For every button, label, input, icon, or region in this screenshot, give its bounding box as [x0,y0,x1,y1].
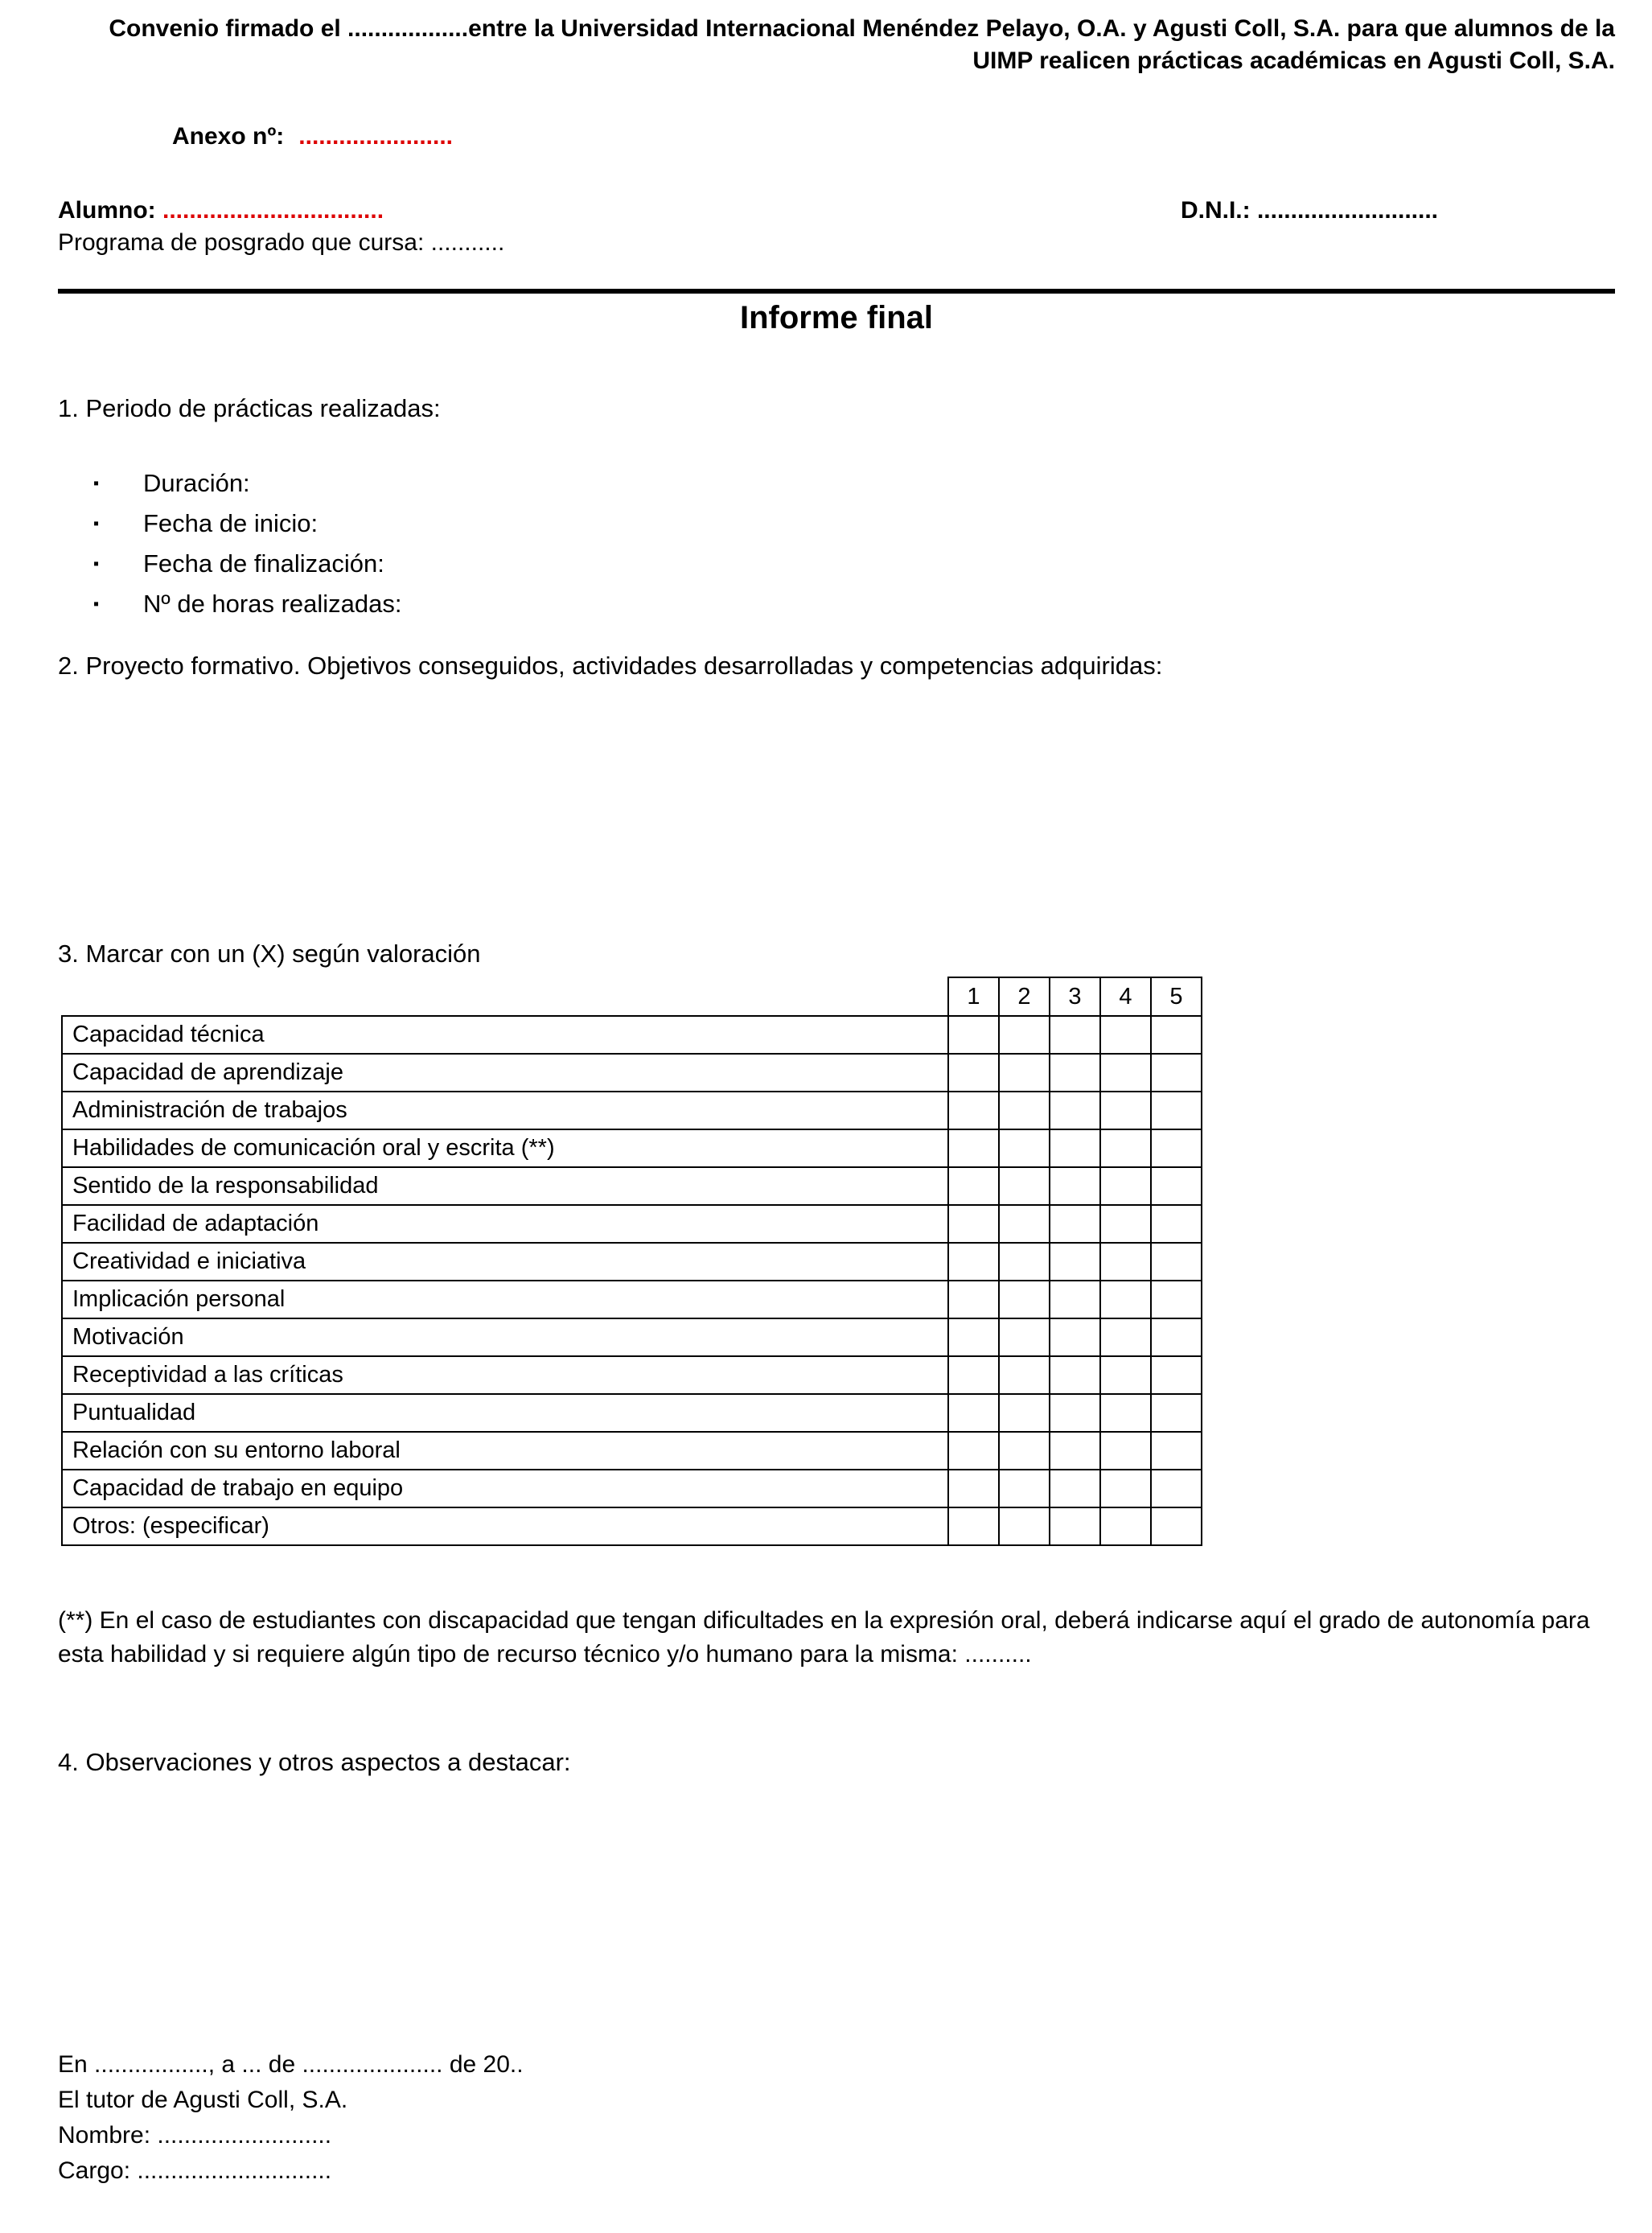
rating-cell [999,1356,1050,1394]
rating-cell [1151,1167,1202,1205]
table-row [62,1129,1202,1167]
rating-cell [999,1243,1050,1281]
rating-cell [1100,1092,1151,1129]
criterion-label: Facilidad de adaptación [62,1205,948,1243]
alumno-dotted-field: ................................. [162,197,384,224]
signature-name-line [58,2118,1615,2153]
rating-cell [1100,1167,1151,1205]
rating-cell [948,1432,999,1470]
alumno-line [58,197,384,224]
page-title: Informe final [739,300,934,336]
agreement-header: Convenio firmado el ..................entre la Universidad Internacional Menéndez Pelayo, O.A. y Agusti Coll, S.A. para que alumnos de la UIMP realicen prácticas académicas en Agusti Coll, S.A. [109,15,1615,74]
square-bullet-icon: ▪ [93,555,100,574]
table-row [62,1507,1202,1545]
table-row [62,1205,1202,1243]
list-item-label: Nº de horas realizadas: [143,590,402,619]
rating-cell [1050,1507,1100,1545]
rating-cell [1151,1356,1202,1394]
rating-cell [1151,1470,1202,1507]
table-row [62,1054,1202,1092]
criterion-label: Puntualidad [62,1394,948,1432]
square-bullet-icon: ▪ [93,515,100,533]
section-2-heading: 2. Proyecto formativo. Objetivos conseguidos, actividades desarrolladas y competencias adquiridas: [58,652,1163,681]
signature-role-line [58,2153,1615,2189]
rating-cell [1100,1356,1151,1394]
rating-column-header: 5 [1151,977,1202,1016]
section-1-heading: 1. Periodo de prácticas realizadas: [58,394,441,423]
rating-cell [1050,1092,1100,1129]
criterion-label: Capacidad de aprendizaje [62,1054,948,1092]
rating-cell [999,1470,1050,1507]
table-row [62,1432,1202,1470]
rating-cell [1050,1167,1100,1205]
rating-cell [999,1129,1050,1167]
header-spacer-cell [62,977,948,1016]
square-bullet-icon: ▪ [93,475,100,493]
list-item [93,463,1615,504]
criterion-label: Implicación personal [62,1281,948,1318]
dni-line [1181,197,1438,224]
alumno-label: Alumno: [58,197,162,224]
rating-cell [1050,1016,1100,1054]
rating-cell [1151,1394,1202,1432]
signature-tutor-line: El tutor de Agusti Coll, S.A. [58,2086,348,2113]
rating-cell [1151,1092,1202,1129]
criterion-label: Receptividad a las críticas [62,1356,948,1394]
rating-cell [999,1318,1050,1356]
section-4-heading: 4. Observaciones y otros aspectos a destacar: [58,1747,571,1776]
criterion-label: Administración de trabajos [62,1092,948,1129]
rating-column-header: 3 [1050,977,1100,1016]
rating-cell [1151,1205,1202,1243]
rating-cell [1100,1507,1151,1545]
list-item-label: Fecha de inicio: [143,509,318,538]
rating-cell [999,1507,1050,1545]
anexo-line [172,123,1615,150]
criterion-label: Habilidades de comunicación oral y escrita (**) [62,1129,948,1167]
rating-cell [999,1054,1050,1092]
table-row [62,1243,1202,1281]
rating-cell [948,1281,999,1318]
rating-cell [1100,1054,1151,1092]
table-row [62,1167,1202,1205]
rating-cell [999,1016,1050,1054]
signature-place-date-line: En ................., a ... de ..................... de 20.. [58,2050,524,2078]
rating-column-header: 1 [948,977,999,1016]
period-list [93,463,1615,624]
anexo-dotted-field: ....................... [298,123,454,150]
list-item [93,544,1615,584]
rating-cell [999,1092,1050,1129]
rating-cell [948,1205,999,1243]
rating-cell [1100,1205,1151,1243]
dni-label: D.N.I.: [1180,197,1257,224]
rating-cell [1050,1205,1100,1243]
rating-cell [1100,1394,1151,1432]
cargo-label: Cargo: [58,2157,138,2184]
rating-cell [999,1394,1050,1432]
rating-cell [1151,1318,1202,1356]
section-3-heading: 3. Marcar con un (X) según valoración [58,940,481,968]
rating-cell [1050,1470,1100,1507]
rating-cell [1050,1432,1100,1470]
divider-rule [58,289,1615,294]
list-item [93,584,1615,624]
rating-cell [948,1129,999,1167]
nombre-label: Nombre: [58,2121,158,2149]
rating-cell [948,1318,999,1356]
rating-cell [948,1394,999,1432]
list-item-label: Duración: [143,469,250,498]
rating-cell [1050,1394,1100,1432]
rating-cell [1151,1016,1202,1054]
rating-cell [1050,1356,1100,1394]
dni-dotted-field: ........................... [1256,197,1438,224]
nombre-dotted-field: .......................... [157,2121,332,2149]
rating-cell [1151,1281,1202,1318]
rating-cell [1050,1129,1100,1167]
alumno-dni-row [58,197,1615,224]
anexo-label: Anexo nº: [172,123,285,150]
criterion-label: Motivación [62,1318,948,1356]
rating-cell [948,1054,999,1092]
rating-cell [948,1470,999,1507]
criterion-label: Relación con su entorno laboral [62,1432,948,1470]
table-row [62,1016,1202,1054]
rating-cell [1151,1432,1202,1470]
rating-cell [1151,1507,1202,1545]
list-item [93,504,1615,544]
rating-cell [948,1243,999,1281]
square-bullet-icon: ▪ [93,595,100,614]
signature-block [58,2047,1615,2189]
rating-cell [1050,1243,1100,1281]
rating-column-header: 4 [1100,977,1151,1016]
rating-cell [999,1432,1050,1470]
rating-cell [1151,1243,1202,1281]
rating-cell [1100,1016,1151,1054]
rating-cell [948,1092,999,1129]
cargo-dotted-field: ............................. [137,2157,332,2184]
rating-column-header: 2 [999,977,1050,1016]
rating-table-body [62,1016,1202,1545]
criterion-label: Capacidad de trabajo en equipo [62,1470,948,1507]
criterion-label: Otros: (especificar) [62,1507,948,1545]
rating-cell [948,1016,999,1054]
programa-line: Programa de posgrado que cursa: ........... [58,229,505,257]
rating-cell [1151,1129,1202,1167]
list-item-label: Fecha de finalización: [143,549,384,578]
rating-cell [999,1205,1050,1243]
rating-cell [1151,1054,1202,1092]
criterion-label: Creatividad e iniciativa [62,1243,948,1281]
rating-cell [999,1167,1050,1205]
rating-cell [1100,1318,1151,1356]
criterion-label: Sentido de la responsabilidad [62,1167,948,1205]
rating-cell [1100,1470,1151,1507]
rating-cell [1100,1243,1151,1281]
rating-cell [948,1167,999,1205]
rating-cell [1100,1432,1151,1470]
footnote: (**) En el caso de estudiantes con discapacidad que tengan dificultades en la expresión oral, deberá indicarse aquí el grado de autonomía para esta habilidad y si requiere algún tipo de recurso técnico y/o humano para la misma: .......... [58,1607,1590,1668]
rating-cell [1050,1318,1100,1356]
table-row [62,1092,1202,1129]
rating-cell [1050,1054,1100,1092]
table-row [62,1318,1202,1356]
table-row [62,1394,1202,1432]
table-row [62,1470,1202,1507]
rating-cell [948,1507,999,1545]
rating-cell [948,1356,999,1394]
rating-cell [1100,1281,1151,1318]
table-row [62,1356,1202,1394]
rating-cell [1050,1281,1100,1318]
table-row [62,1281,1202,1318]
criterion-label: Capacidad técnica [62,1016,948,1054]
rating-cell [999,1281,1050,1318]
rating-table [61,977,1202,1546]
rating-cell [1100,1129,1151,1167]
rating-table-header-row [62,977,1202,1016]
